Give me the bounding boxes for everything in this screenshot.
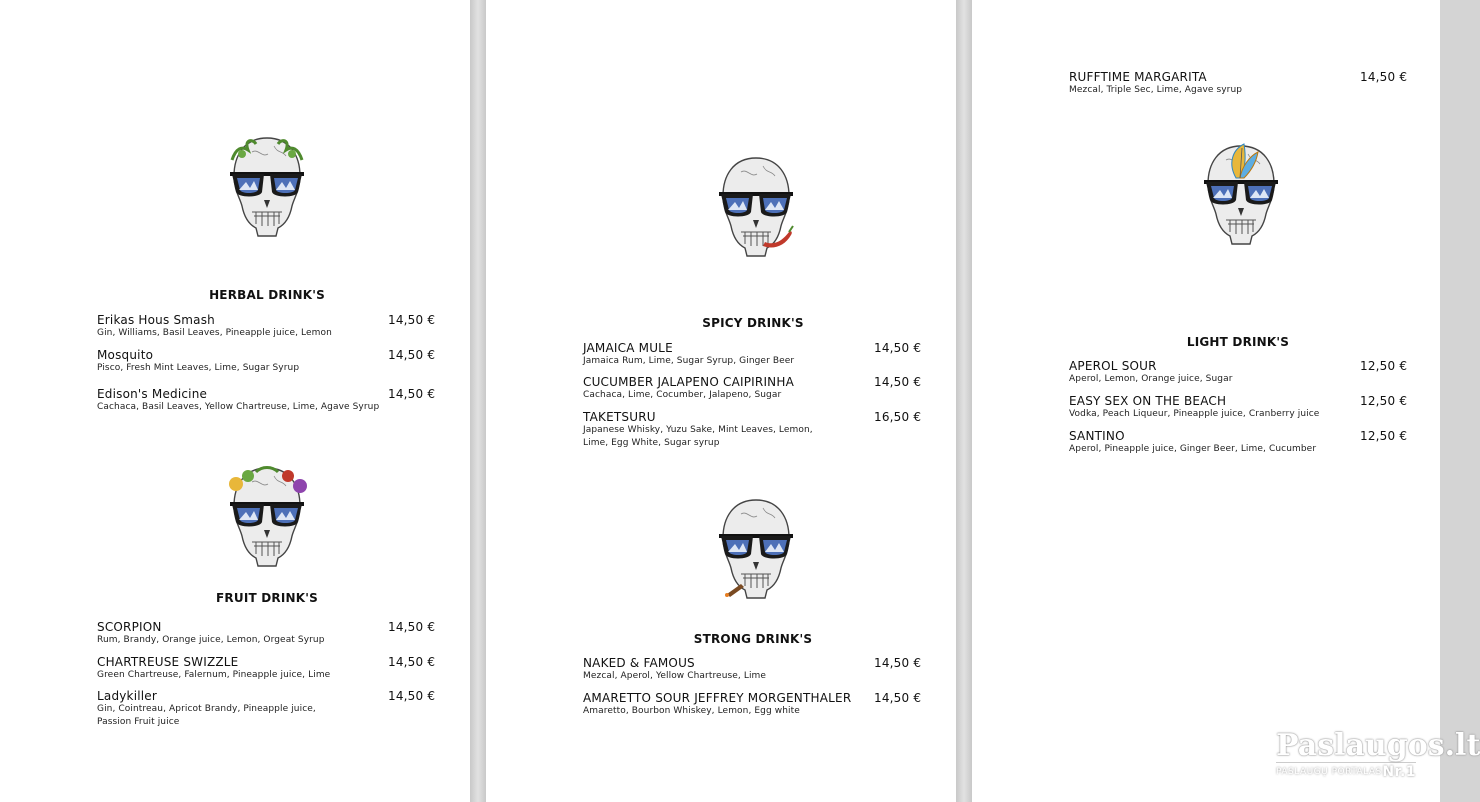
item-description: Aperol, Pineapple juice, Ginger Beer, Lime, Cucumber [1069, 444, 1317, 454]
item-name: Edison's Medicine [97, 387, 208, 401]
section-heading-strong: STRONG DRINK'S [693, 632, 813, 646]
menu-item [97, 348, 387, 375]
skull-feather-icon [1196, 140, 1286, 250]
item-price: 14,50 € [388, 313, 436, 327]
item-description: Mezcal, Aperol, Yellow Chartreuse, Lime [583, 671, 767, 681]
menu-item [583, 375, 873, 402]
menu-item [97, 689, 327, 729]
item-name: AMARETTO SOUR JEFFREY MORGENTHALER [583, 691, 852, 705]
watermark-logo [1276, 728, 1480, 780]
menu-item [97, 387, 387, 414]
item-description: Gin, Williams, Basil Leaves, Pineapple juice, Lemon [97, 328, 332, 338]
section-heading-light: LIGHT DRINK'S [1186, 335, 1290, 349]
menu-item [1069, 359, 1349, 386]
item-description: Gin, Cointreau, Apricot Brandy, Pineapple juice, Passion Fruit juice [97, 704, 316, 727]
menu-item [583, 341, 873, 368]
skull-cigar-icon [711, 494, 801, 604]
item-name: JAMAICA MULE [583, 341, 673, 355]
skull-herbs-icon [222, 132, 312, 242]
item-price: 14,50 € [874, 341, 922, 355]
item-name: APEROL SOUR [1069, 359, 1157, 373]
menu-item [1069, 429, 1354, 456]
item-description: Pisco, Fresh Mint Leaves, Lime, Sugar Syrup [97, 363, 300, 373]
page-gutter [470, 0, 486, 802]
item-description: Cachaca, Lime, Cocumber, Jalapeno, Sugar [583, 390, 782, 400]
section-heading-fruit: FRUIT DRINK'S [216, 591, 318, 605]
section-heading-herbal: HERBAL DRINK'S [209, 288, 325, 302]
menu-item [583, 410, 823, 450]
section-heading-spicy: SPICY DRINK'S [702, 316, 804, 330]
menu-item [97, 655, 387, 682]
item-price: 12,50 € [1360, 429, 1408, 443]
item-price: 14,50 € [1360, 70, 1408, 84]
item-name: TAKETSURU [583, 410, 656, 424]
watermark-tagline: PASLAUGŲ PORTALAS [1276, 767, 1382, 777]
item-name: SANTINO [1069, 429, 1125, 443]
item-price: 14,50 € [388, 689, 436, 703]
item-name: SCORPION [97, 620, 162, 634]
item-name: CUCUMBER JALAPENO CAIPIRINHA [583, 375, 794, 389]
item-name: NAKED & FAMOUS [583, 656, 695, 670]
watermark-badge: Nr.1 [1382, 764, 1416, 780]
item-price: 14,50 € [388, 348, 436, 362]
item-description: Cachaca, Basil Leaves, Yellow Chartreuse, Lime, Agave Syrup [97, 402, 380, 412]
item-name: Mosquito [97, 348, 154, 362]
item-price: 14,50 € [388, 655, 436, 669]
menu-item [583, 691, 873, 718]
menu-item [1069, 394, 1354, 421]
item-price: 14,50 € [388, 387, 436, 401]
menu-item [583, 656, 873, 683]
item-description: Japanese Whisky, Yuzu Sake, Mint Leaves, Lemon, Lime, Egg White, Sugar syrup [583, 425, 813, 448]
item-description: Rum, Brandy, Orange juice, Lemon, Orgeat Syrup [97, 635, 325, 645]
menu-item [97, 313, 387, 340]
page-gutter [956, 0, 972, 802]
item-price: 14,50 € [874, 656, 922, 670]
item-price: 14,50 € [388, 620, 436, 634]
watermark-brand: Paslaugos.lt [1276, 728, 1480, 763]
item-price: 14,50 € [874, 375, 922, 389]
item-name: Erikas Hous Smash [97, 313, 215, 327]
item-price: 16,50 € [874, 410, 922, 424]
menu-item [1069, 70, 1349, 97]
item-description: Green Chartreuse, Falernum, Pineapple juice, Lime [97, 670, 331, 680]
item-name: Ladykiller [97, 689, 158, 703]
item-name: CHARTREUSE SWIZZLE [97, 655, 239, 669]
item-name: EASY SEX ON THE BEACH [1069, 394, 1227, 408]
skull-fruit-icon [222, 462, 312, 572]
menu-item [97, 620, 387, 647]
item-description: Jamaica Rum, Lime, Sugar Syrup, Ginger Beer [583, 356, 795, 366]
item-description: Amaretto, Bourbon Whiskey, Lemon, Egg white [583, 706, 800, 716]
item-description: Aperol, Lemon, Orange juice, Sugar [1069, 374, 1233, 384]
item-price: 12,50 € [1360, 359, 1408, 373]
item-name: RUFFTIME MARGARITA [1069, 70, 1207, 84]
item-price: 12,50 € [1360, 394, 1408, 408]
skull-chili-icon [711, 152, 801, 262]
item-description: Vodka, Peach Liqueur, Pineapple juice, Cranberry juice [1069, 409, 1320, 419]
item-description: Mezcal, Triple Sec, Lime, Agave syrup [1069, 85, 1243, 95]
item-price: 14,50 € [874, 691, 922, 705]
watermark-tagline-row [1276, 762, 1416, 780]
